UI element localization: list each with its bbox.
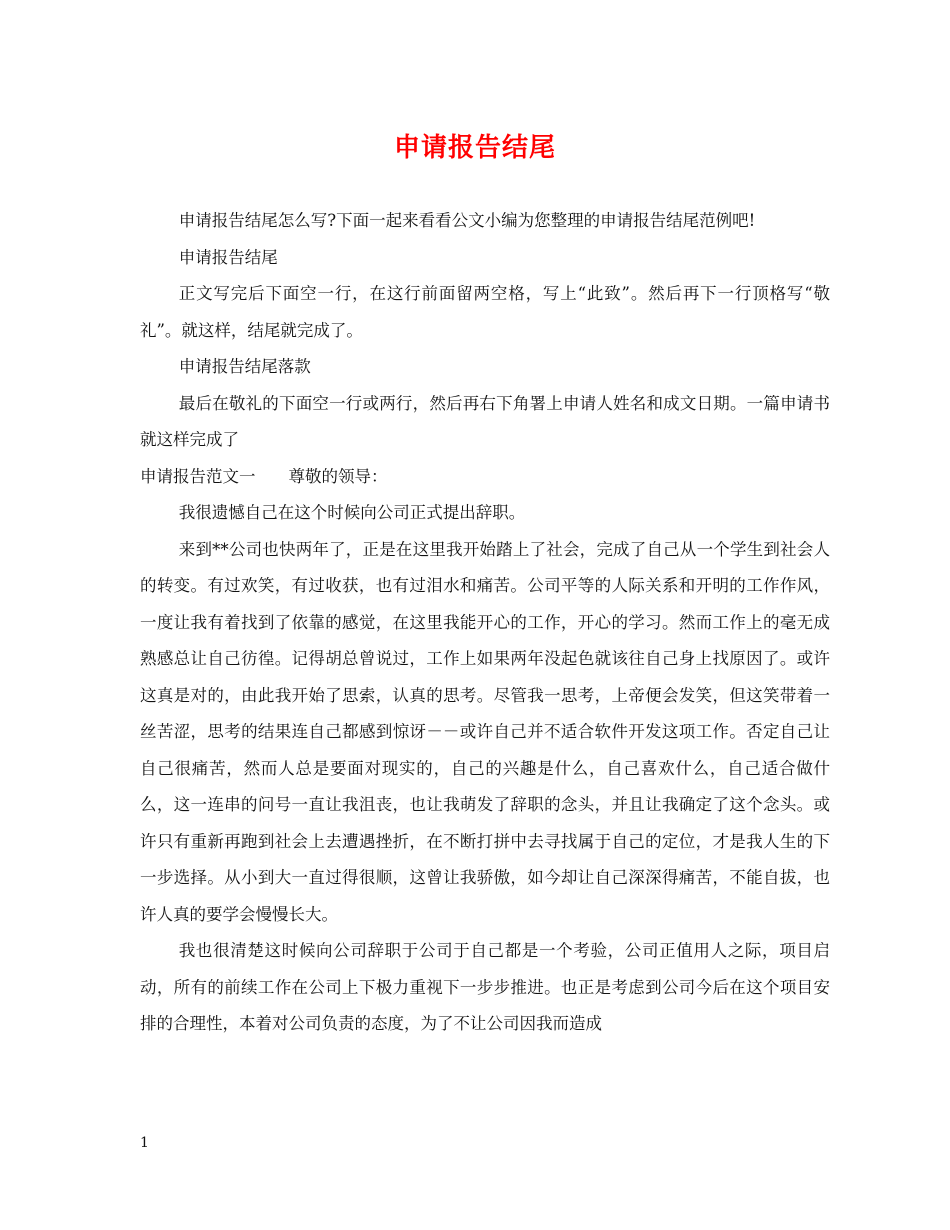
page-number: 1 (140, 1135, 149, 1151)
section-heading-ending: 申请报告结尾 (178, 247, 278, 267)
sample-heading-salutation: 申请报告范文一 尊敬的领导： (140, 466, 388, 486)
document-body (140, 203, 830, 1043)
signature-instructions-paragraph: 最后在敬礼的下面空一行或两行，然后再右下角署上申请人姓名和成文日期。一篇申请书就这样完成了 (140, 393, 830, 449)
ending-instructions-paragraph: 正文写完后下面空一行，在这行前面留两空格，写上“此致”。然后再下一行顶格写“敬礼”。就这样，结尾就完成了。 (140, 284, 830, 340)
resignation-opening-paragraph: 我很遗憾自己在这个时候向公司正式提出辞职。 (178, 503, 526, 522)
intro-paragraph: 申请报告结尾怎么写?下面一起来看看公文小编为您整理的申请报告结尾范例吧! (178, 211, 756, 230)
section-heading-signature: 申请报告结尾落款 (178, 357, 311, 376)
resignation-body-paragraph: 来到**公司也快两年了，正是在这里我开始踏上了社会，完成了自己从一个学生到社会人的转变。有过欢笑，有过收获，也有过泪水和痛苦。公司平等的人际关系和开明的工作作风，一度让我有着找到了依靠的感觉，在这里我能开心的工作，开心的学习。然而工作上的毫无成熟感总让自己彷徨。记得胡总曾说过，工作上如果两年没起色就该往自己身上找原因了。或许这真是对的，由此我开始了思索，认真的思考。尽管我一思考，上帝便会发笑，但这笑带着一丝苦涩，思考的结果连自己都感到惊讶－－或许自己并不适合软件开发这项工作。否定自己让自己很痛苦，然而人总是要面对现实的，自己的兴趣是什么，自己喜欢什么，自己适合做什么，这一连串的问号一直让我沮丧，也让我萌发了辞职的念头，并且让我确定了这个念头。或许只有重新再跑到社会上去遭遇挫折，在不断打拼中去寻找属于自己的定位，才是我人生的下一步选择。从小到大一直过得很顺，这曾让我骄傲，如今却让自己深深得痛苦，不能自拔，也许人真的要学会慢慢长大。 (140, 539, 830, 924)
document-title: 申请报告结尾 (393, 133, 556, 163)
resignation-consideration-paragraph: 我也很清楚这时候向公司辞职于公司于自己都是一个考验，公司正值用人之际，项目启动，所有的前续工作在公司上下极力重视下一步步推进。也正是考虑到公司今后在这个项目安排的合理性，本着对公司负责的态度，为了不让公司因我而造成 (140, 941, 830, 1033)
